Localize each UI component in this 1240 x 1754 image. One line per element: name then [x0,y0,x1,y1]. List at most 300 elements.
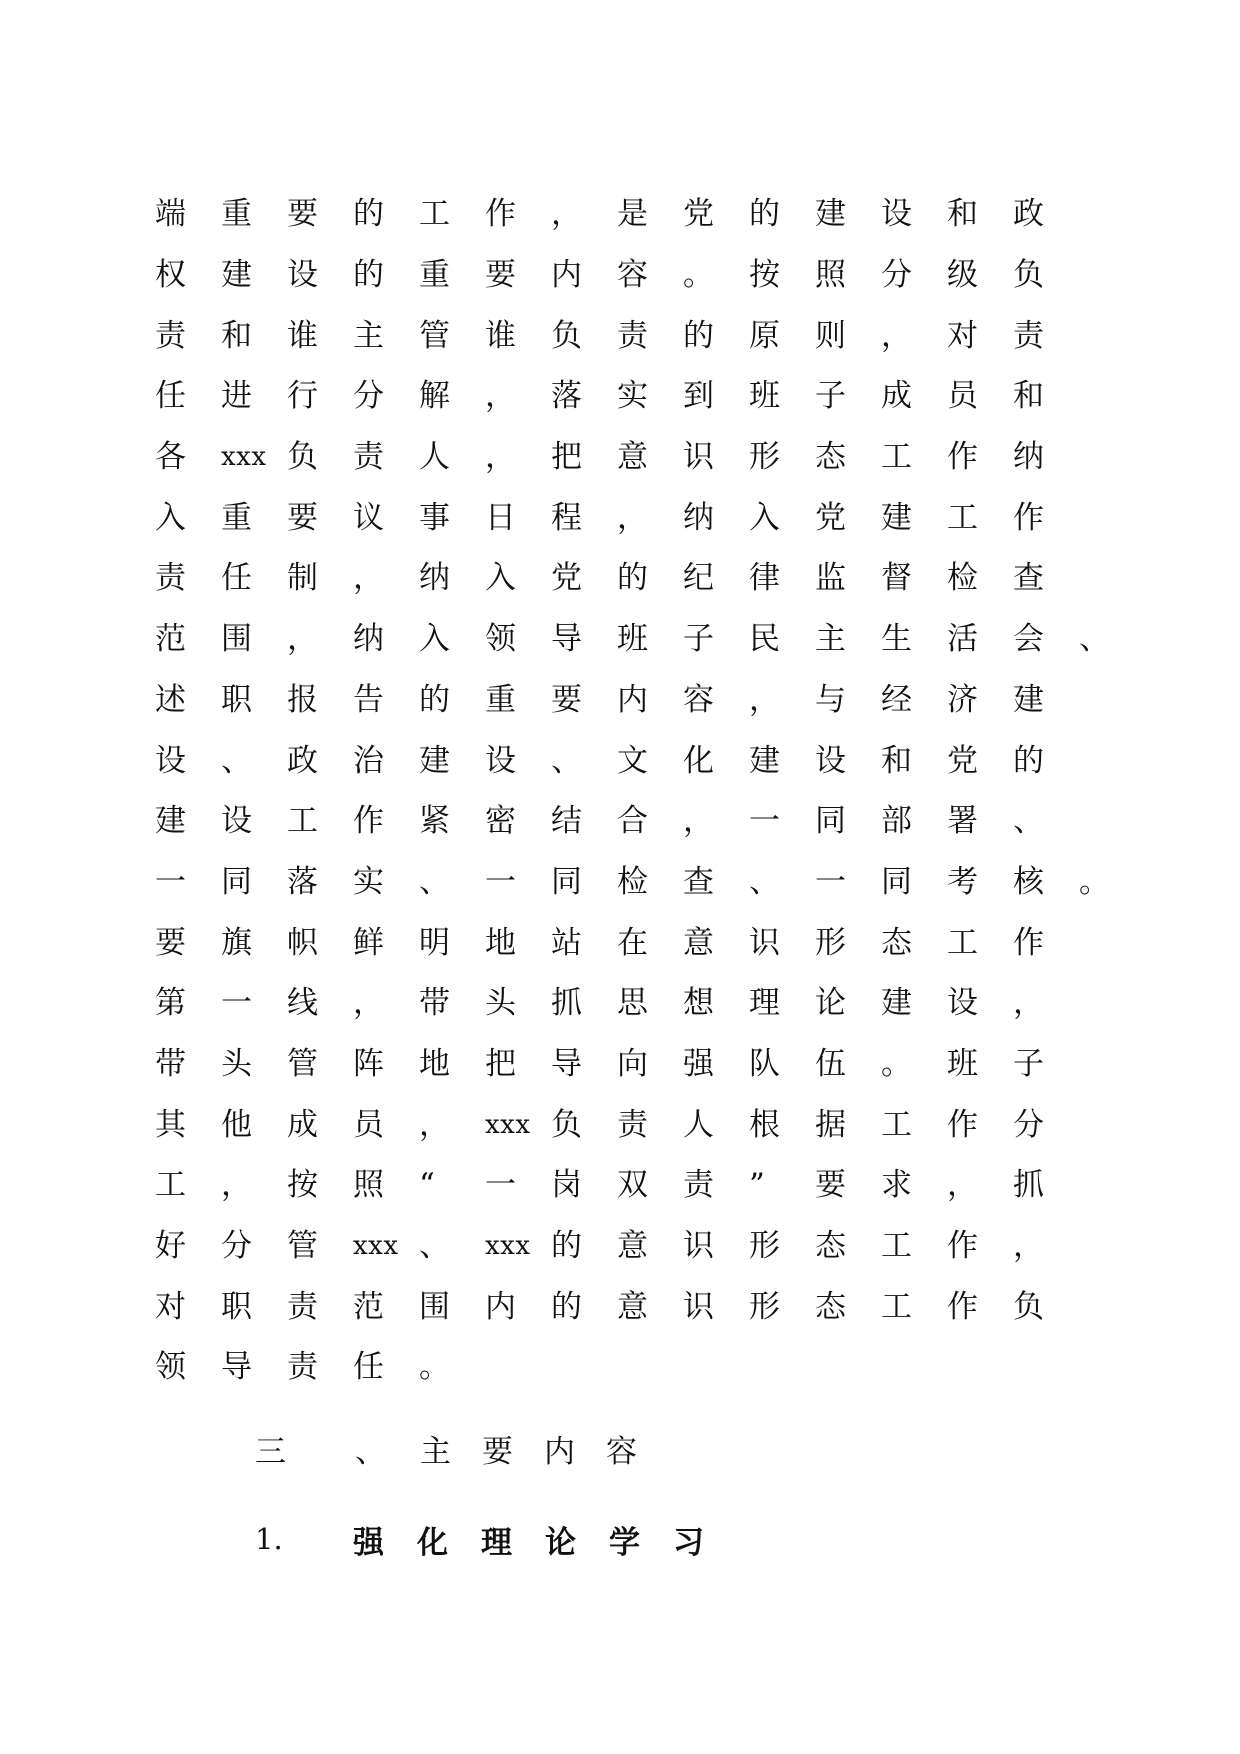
text-glyph: 第 [155,985,186,1022]
text-glyph: 形 [749,1228,780,1265]
text-glyph: 责 [155,317,186,354]
text-glyph: 作 [485,196,516,233]
text-glyph: 责 [287,1288,318,1325]
text-line [155,912,1115,973]
text-glyph: 一 [155,863,186,900]
text-glyph: 班 [617,621,648,658]
text-glyph: 政 [1013,196,1044,233]
text-glyph: 设 [287,257,318,294]
text-glyph: 落 [287,863,318,900]
text-glyph: 建 [155,803,186,840]
text-line [155,730,1115,791]
text-glyph: 设 [815,742,846,779]
text-glyph: 按 [749,257,780,294]
text-line [155,973,1115,1034]
text-glyph: 形 [815,924,846,961]
text-glyph: 抓 [551,985,582,1022]
text-glyph: 纳 [1013,439,1044,476]
text-glyph: 求 [881,1167,912,1204]
text-glyph: 人 [683,1106,714,1143]
text-glyph: 的 [1013,742,1044,779]
text-glyph: 要 [155,924,186,961]
text-glyph: 责 [155,560,186,597]
text-glyph: 子 [815,378,846,415]
text-glyph: 强 [683,1045,714,1082]
text-glyph: 检 [947,560,978,597]
text-glyph: 容 [683,681,714,718]
text-glyph: 线 [287,985,318,1022]
text-glyph: 合 [617,803,648,840]
text-glyph: 分 [1013,1106,1044,1143]
text-glyph: 负 [287,439,318,476]
text-glyph: 鲜 [353,924,384,961]
text-glyph: ， [353,560,384,597]
text-line [155,1276,1115,1337]
text-glyph: 党 [683,196,714,233]
text-line [155,852,1115,913]
text-glyph: 管 [419,317,450,354]
section-title: 主要内容 [420,1433,668,1470]
text-line [155,184,1115,245]
text-glyph: 工 [155,1167,186,1204]
text-glyph: 主 [815,621,846,658]
text-glyph: 识 [683,439,714,476]
text-glyph: 责 [353,439,384,476]
text-glyph: 形 [749,439,780,476]
text-glyph: 则 [815,317,846,354]
text-glyph: ， [1013,1228,1044,1265]
text-glyph: 建 [815,196,846,233]
text-glyph: 文 [617,742,648,779]
text-glyph: 一 [485,863,516,900]
text-glyph: 想 [683,985,714,1022]
text-line [155,427,1115,488]
text-glyph: 报 [287,681,318,718]
text-glyph: 治 [353,742,384,779]
text-glyph: ， [287,621,318,658]
text-glyph: 围 [419,1288,450,1325]
text-glyph: 和 [221,317,252,354]
text-glyph: 其 [155,1106,186,1143]
text-glyph: 入 [419,621,450,658]
text-glyph: 负 [1013,257,1044,294]
text-glyph: 督 [881,560,912,597]
text-glyph: 成 [881,378,912,415]
text-glyph: 各 [155,439,186,476]
text-glyph: 负 [1013,1288,1044,1325]
text-glyph: 明 [419,924,450,961]
text-glyph: 律 [749,560,780,597]
text-glyph: 。 [683,257,714,294]
text-glyph: 队 [749,1045,780,1082]
text-glyph: 作 [947,439,978,476]
text-glyph: 思 [617,985,648,1022]
text-glyph: 经 [881,681,912,718]
text-glyph: 责 [617,1106,648,1143]
text-glyph: 党 [551,560,582,597]
text-line [155,670,1115,731]
text-glyph: 地 [419,1045,450,1082]
text-glyph: ， [221,1167,252,1204]
text-glyph: 管 [287,1228,318,1265]
text-glyph: xxx [353,1231,399,1262]
text-glyph: 告 [353,681,384,718]
text-glyph: 任 [353,1349,384,1386]
text-line [155,487,1115,548]
text-glyph: 、 [749,863,780,900]
text-glyph: 要 [485,257,516,294]
text-line [155,1034,1115,1095]
text-glyph: 内 [617,681,648,718]
text-glyph: 生 [881,621,912,658]
text-glyph: 理 [749,985,780,1022]
text-glyph: 分 [353,378,384,415]
text-glyph: 的 [353,196,384,233]
text-glyph: 谁 [485,317,516,354]
text-glyph: 伍 [815,1045,846,1082]
text-glyph: 对 [947,317,978,354]
text-glyph: 密 [485,803,516,840]
text-glyph: 入 [749,499,780,536]
text-glyph: 署 [947,803,978,840]
text-glyph: 内 [551,257,582,294]
text-glyph: 子 [1013,1045,1044,1082]
text-glyph: 重 [221,196,252,233]
text-glyph: 、 [1013,803,1044,840]
text-glyph: 结 [551,803,582,840]
text-line [155,305,1115,366]
text-glyph: 容 [617,257,648,294]
text-glyph: 任 [155,378,186,415]
text-glyph: 党 [815,499,846,536]
text-glyph: 设 [881,196,912,233]
text-line [155,1216,1115,1277]
text-glyph: 纳 [683,499,714,536]
section-heading [255,1423,668,1473]
text-glyph: 建 [881,985,912,1022]
text-glyph: 态 [815,1228,846,1265]
text-glyph: 的 [749,196,780,233]
text-glyph: 工 [881,439,912,476]
text-line [155,245,1115,306]
text-glyph: 按 [287,1167,318,1204]
text-glyph: 导 [551,1045,582,1082]
text-glyph: 重 [221,499,252,536]
text-glyph: 管 [287,1045,318,1082]
text-glyph: ， [485,378,516,415]
text-glyph: 解 [419,378,450,415]
text-glyph: 据 [815,1106,846,1143]
text-glyph: 查 [1013,560,1044,597]
text-glyph: ， [749,681,780,718]
text-glyph: 根 [749,1106,780,1143]
text-glyph: 作 [1013,499,1044,536]
text-glyph: ， [419,1106,450,1143]
text-glyph: 监 [815,560,846,597]
text-glyph: 查 [683,863,714,900]
text-glyph: 形 [749,1288,780,1325]
text-glyph: 任 [221,560,252,597]
text-glyph: 权 [155,257,186,294]
text-glyph: 建 [881,499,912,536]
text-glyph: 照 [815,257,846,294]
text-line [155,791,1115,852]
text-line [155,548,1115,609]
text-glyph: ， [947,1167,978,1204]
text-glyph: 班 [749,378,780,415]
text-glyph: 和 [1013,378,1044,415]
text-glyph: 人 [419,439,450,476]
sub-heading-title: 强化理论学习 [353,1524,737,1561]
text-glyph: 检 [617,863,648,900]
text-glyph: 头 [221,1045,252,1082]
text-glyph: ， [353,985,384,1022]
text-glyph: 设 [221,803,252,840]
text-glyph: 建 [1013,681,1044,718]
text-glyph: 论 [815,985,846,1022]
text-glyph: 。 [419,1349,450,1386]
text-glyph: 作 [1013,924,1044,961]
text-glyph: 的 [353,257,384,294]
text-glyph: 工 [881,1288,912,1325]
text-glyph: 意 [617,1228,648,1265]
text-glyph: 员 [353,1106,384,1143]
text-glyph: 内 [485,1288,516,1325]
text-glyph: 。 [881,1045,912,1082]
text-glyph: 、 [419,863,450,900]
text-glyph: 济 [947,681,978,718]
body-paragraph [155,184,1115,1398]
text-glyph: 事 [419,499,450,536]
text-glyph: 紧 [419,803,450,840]
section-separator: 、 [355,1433,386,1470]
text-glyph: 行 [287,378,318,415]
text-glyph: 纪 [683,560,714,597]
text-glyph: 是 [617,196,648,233]
text-glyph: 、 [221,742,252,779]
text-glyph: 同 [551,863,582,900]
text-glyph: 责 [683,1167,714,1204]
text-glyph: 态 [815,439,846,476]
text-glyph: 态 [815,1288,846,1325]
text-glyph: 建 [221,257,252,294]
text-glyph: 分 [881,257,912,294]
text-glyph: 与 [815,681,846,718]
text-glyph: 把 [485,1045,516,1082]
text-glyph: 设 [155,742,186,779]
text-glyph: 岗 [551,1167,582,1204]
text-glyph: ， [485,439,516,476]
text-glyph: 意 [617,1288,648,1325]
text-glyph: 一 [485,1167,516,1204]
text-glyph: 端 [155,196,186,233]
text-glyph: 工 [287,803,318,840]
text-glyph: 制 [287,560,318,597]
text-glyph: 带 [155,1045,186,1082]
text-glyph: 、 [419,1228,450,1265]
text-glyph: 的 [551,1288,582,1325]
text-glyph: 日 [485,499,516,536]
text-glyph: 同 [221,863,252,900]
text-glyph: 旗 [221,924,252,961]
sub-heading-number: 1. [255,1522,283,1556]
text-glyph: 职 [221,681,252,718]
text-glyph: 建 [419,742,450,779]
text-glyph: 入 [155,499,186,536]
text-glyph: 双 [617,1167,648,1204]
text-glyph: 阵 [353,1045,384,1082]
text-glyph: 民 [749,621,780,658]
text-glyph: 范 [155,621,186,658]
text-glyph: 工 [881,1228,912,1265]
text-glyph: 一 [749,803,780,840]
text-glyph: 纳 [419,560,450,597]
text-glyph: 、 [1079,621,1110,658]
text-glyph: 的 [617,560,648,597]
text-glyph: 子 [683,621,714,658]
text-glyph: 原 [749,317,780,354]
text-line [155,609,1115,670]
text-glyph: 范 [353,1288,384,1325]
text-glyph: 他 [221,1106,252,1143]
text-glyph: 作 [947,1106,978,1143]
text-glyph: 围 [221,621,252,658]
text-glyph: ， [1013,985,1044,1022]
text-line [155,366,1115,427]
text-glyph: 设 [947,985,978,1022]
text-glyph: 导 [551,621,582,658]
text-glyph: 责 [1013,317,1044,354]
text-glyph: ” [749,1167,765,1204]
text-glyph: 把 [551,439,582,476]
text-glyph: 化 [683,742,714,779]
text-glyph: 同 [815,803,846,840]
text-glyph: 政 [287,742,318,779]
section-number: 三 [255,1433,286,1470]
text-glyph: 帜 [287,924,318,961]
text-glyph: 。 [1079,863,1110,900]
text-glyph: 导 [221,1349,252,1386]
text-glyph: 重 [419,257,450,294]
text-glyph: 识 [749,924,780,961]
text-glyph: 和 [947,196,978,233]
text-glyph: 作 [353,803,384,840]
text-glyph: ， [881,317,912,354]
text-glyph: 意 [683,924,714,961]
text-glyph: 责 [617,317,648,354]
text-glyph: 到 [683,378,714,415]
text-glyph: 核 [1013,863,1044,900]
text-glyph: 识 [683,1228,714,1265]
text-glyph: 和 [881,742,912,779]
text-glyph: 工 [419,196,450,233]
text-glyph: 在 [617,924,648,961]
text-glyph: 的 [683,317,714,354]
text-glyph: 进 [221,378,252,415]
text-glyph: 负 [551,317,582,354]
text-glyph: 领 [155,1349,186,1386]
text-glyph: 主 [353,317,384,354]
text-glyph: 实 [353,863,384,900]
text-glyph: “ [419,1167,435,1204]
text-glyph: ， [551,196,582,233]
sub-heading [255,1514,737,1564]
text-glyph: 重 [485,681,516,718]
text-glyph: 作 [947,1288,978,1325]
text-glyph: 班 [947,1045,978,1082]
text-glyph: 述 [155,681,186,718]
text-glyph: 纳 [353,621,384,658]
text-glyph: xxx [485,1109,531,1140]
text-glyph: 头 [485,985,516,1022]
text-glyph: 站 [551,924,582,961]
text-glyph: 对 [155,1288,186,1325]
text-glyph: 分 [221,1228,252,1265]
text-glyph: 要 [551,681,582,718]
text-glyph: 好 [155,1228,186,1265]
text-glyph: 实 [617,378,648,415]
text-glyph: 谁 [287,317,318,354]
text-glyph: 考 [947,863,978,900]
text-glyph: 责 [287,1349,318,1386]
text-glyph: xxx [485,1231,531,1262]
text-glyph: 带 [419,985,450,1022]
text-glyph: 、 [551,742,582,779]
text-glyph: 抓 [1013,1167,1044,1204]
text-glyph: 态 [881,924,912,961]
text-glyph: 要 [287,499,318,536]
text-glyph: 员 [947,378,978,415]
text-glyph: 建 [749,742,780,779]
text-glyph: 向 [617,1045,648,1082]
text-line [155,1094,1115,1155]
text-glyph: 照 [353,1167,384,1204]
text-glyph: 职 [221,1288,252,1325]
text-glyph: 会 [1013,621,1044,658]
text-glyph: 级 [947,257,978,294]
text-glyph: 入 [485,560,516,597]
text-glyph: 设 [485,742,516,779]
text-line [155,1337,1115,1398]
text-glyph: 一 [815,863,846,900]
text-glyph: 部 [881,803,912,840]
text-glyph: 议 [353,499,384,536]
text-glyph: ， [683,803,714,840]
text-glyph: 活 [947,621,978,658]
text-line [155,1155,1115,1216]
text-glyph: 同 [881,863,912,900]
text-glyph: 要 [287,196,318,233]
text-glyph: ， [617,499,648,536]
text-glyph: 落 [551,378,582,415]
text-glyph: 的 [551,1228,582,1265]
text-glyph: 的 [419,681,450,718]
text-glyph: 意 [617,439,648,476]
text-glyph: 负 [551,1106,582,1143]
text-glyph: 要 [815,1167,846,1204]
text-glyph: 作 [947,1228,978,1265]
text-glyph: 地 [485,924,516,961]
text-glyph: 工 [881,1106,912,1143]
text-glyph: 党 [947,742,978,779]
text-glyph: 工 [947,499,978,536]
text-glyph: 识 [683,1288,714,1325]
text-glyph: 工 [947,924,978,961]
text-glyph: 一 [221,985,252,1022]
text-glyph: 程 [551,499,582,536]
text-glyph: xxx [221,442,267,473]
text-glyph: 领 [485,621,516,658]
